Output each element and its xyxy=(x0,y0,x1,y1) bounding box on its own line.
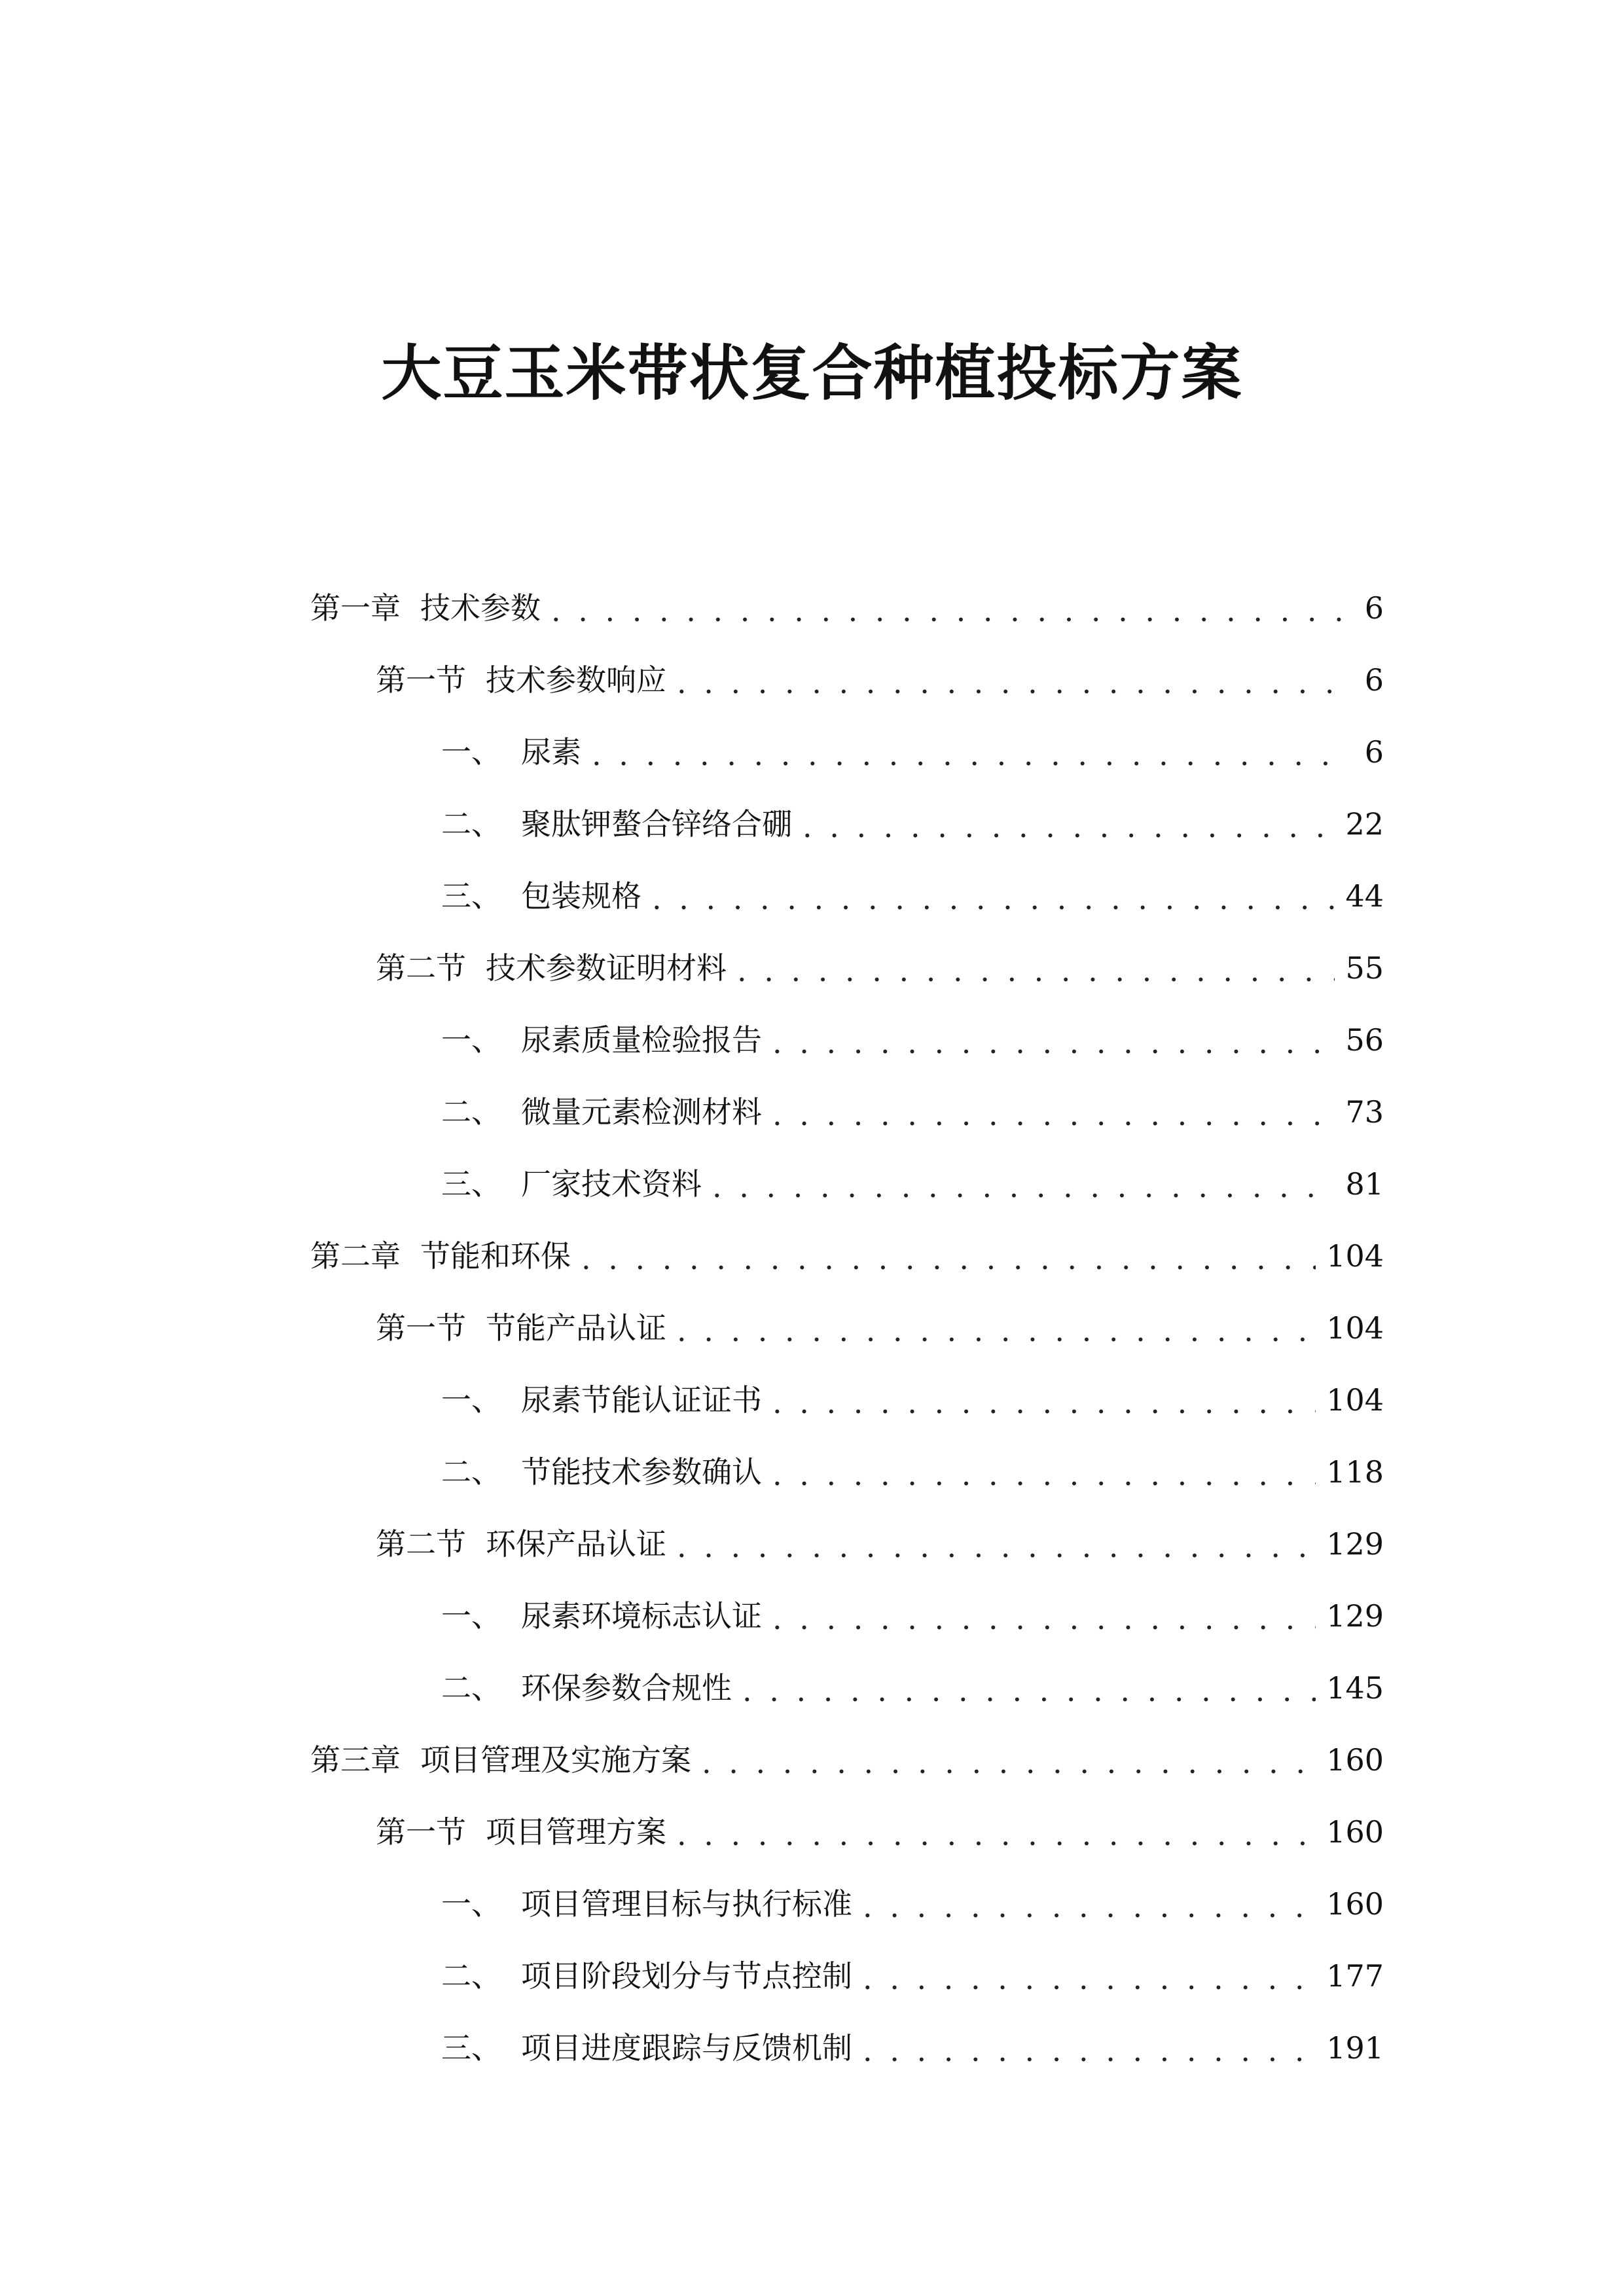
toc-entry[interactable] xyxy=(310,1436,1384,1508)
toc-entry-number: 一、 xyxy=(441,734,501,770)
toc-entry-page: 129 xyxy=(1326,1526,1384,1562)
toc-entry-number: 第二节 xyxy=(376,1526,466,1562)
toc-entry-title: 项目阶段划分与节点控制 xyxy=(521,1958,852,1994)
toc-dot-leader xyxy=(551,575,1347,647)
toc-dot-leader xyxy=(803,791,1335,863)
toc-entry-page: 118 xyxy=(1326,1454,1384,1490)
toc-entry-page: 56 xyxy=(1345,1022,1384,1058)
toc-dot-leader xyxy=(702,1727,1316,1799)
toc-entry[interactable] xyxy=(310,932,1384,1004)
toc-dot-leader xyxy=(652,863,1335,935)
toc-entry-page: 104 xyxy=(1326,1382,1384,1418)
toc-dot-leader xyxy=(677,1511,1316,1583)
toc-dot-leader xyxy=(863,2015,1316,2087)
toc-entry-number: 第二章 xyxy=(310,1238,401,1274)
toc-entry-title: 项目管理方案 xyxy=(486,1814,666,1850)
toc-entry-page: 81 xyxy=(1345,1166,1384,1202)
toc-entry-page: 44 xyxy=(1345,878,1384,914)
toc-entry[interactable] xyxy=(310,788,1384,860)
toc-entry[interactable] xyxy=(310,1004,1384,1076)
table-of-contents xyxy=(310,572,1384,2084)
toc-dot-leader xyxy=(592,719,1347,791)
toc-entry-page: 160 xyxy=(1326,1742,1384,1778)
toc-dot-leader xyxy=(677,1295,1316,1367)
toc-entry-title: 尿素节能认证证书 xyxy=(521,1382,762,1418)
toc-dot-leader xyxy=(772,1583,1316,1655)
toc-entry-title: 技术参数证明材料 xyxy=(486,950,727,986)
toc-dot-leader xyxy=(863,1943,1316,2015)
toc-entry-page: 73 xyxy=(1345,1094,1384,1130)
toc-entry[interactable] xyxy=(310,1364,1384,1436)
toc-entry[interactable] xyxy=(310,572,1384,644)
document-title: 大豆玉米带状复合种植投标方案 xyxy=(381,338,1243,408)
toc-entry-title: 尿素 xyxy=(521,734,581,770)
toc-entry-page: 160 xyxy=(1326,1814,1384,1850)
toc-entry-title: 技术参数 xyxy=(420,590,541,626)
toc-entry-number: 一、 xyxy=(441,1382,501,1418)
toc-entry[interactable] xyxy=(310,644,1384,716)
toc-entry-title: 节能和环保 xyxy=(420,1238,571,1274)
toc-entry-number: 一、 xyxy=(441,1022,501,1058)
toc-entry-number: 二、 xyxy=(441,1958,501,1994)
toc-entry-page: 129 xyxy=(1326,1598,1384,1634)
toc-entry-number: 三、 xyxy=(441,1166,501,1202)
toc-entry-page: 160 xyxy=(1326,1886,1384,1922)
toc-entry[interactable] xyxy=(310,1580,1384,1652)
toc-entry-page: 191 xyxy=(1326,2030,1384,2066)
toc-entry-title: 技术参数响应 xyxy=(486,662,666,698)
toc-entry-title: 项目管理目标与执行标准 xyxy=(521,1886,852,1922)
toc-entry-page: 6 xyxy=(1364,662,1384,698)
toc-entry-page: 177 xyxy=(1326,1958,1384,1994)
toc-entry-number: 三、 xyxy=(441,878,501,914)
toc-entry-number: 第二节 xyxy=(376,950,466,986)
toc-entry[interactable] xyxy=(310,1292,1384,1364)
toc-entry-title: 项目进度跟踪与反馈机制 xyxy=(521,2030,852,2066)
toc-entry[interactable] xyxy=(310,1076,1384,1148)
toc-entry-title: 尿素质量检验报告 xyxy=(521,1022,762,1058)
toc-dot-leader xyxy=(772,1079,1335,1151)
toc-entry[interactable] xyxy=(310,1796,1384,1868)
toc-entry-title: 厂家技术资料 xyxy=(521,1166,702,1202)
toc-entry[interactable] xyxy=(310,1148,1384,1220)
toc-dot-leader xyxy=(737,935,1335,1007)
toc-entry-number: 第一节 xyxy=(376,662,466,698)
toc-entry-page: 104 xyxy=(1326,1310,1384,1346)
toc-entry-number: 第一章 xyxy=(310,590,401,626)
toc-entry[interactable] xyxy=(310,1724,1384,1796)
toc-dot-leader xyxy=(712,1151,1335,1223)
toc-entry-page: 145 xyxy=(1326,1670,1384,1706)
toc-entry[interactable] xyxy=(310,1508,1384,1580)
toc-entry-number: 一、 xyxy=(441,1886,501,1922)
toc-entry-page: 22 xyxy=(1345,806,1384,842)
toc-entry[interactable] xyxy=(310,1940,1384,2012)
toc-entry[interactable] xyxy=(310,2012,1384,2084)
toc-entry-title: 节能技术参数确认 xyxy=(521,1454,762,1490)
toc-entry-page: 104 xyxy=(1326,1238,1384,1274)
toc-entry[interactable] xyxy=(310,1868,1384,1940)
toc-entry-title: 环保参数合规性 xyxy=(521,1670,732,1706)
toc-entry-page: 6 xyxy=(1364,734,1384,770)
toc-entry-number: 二、 xyxy=(441,806,501,842)
toc-entry[interactable] xyxy=(310,860,1384,932)
toc-entry-title: 尿素环境标志认证 xyxy=(521,1598,762,1634)
toc-entry[interactable] xyxy=(310,1220,1384,1292)
toc-entry-title: 微量元素检测材料 xyxy=(521,1094,762,1130)
toc-dot-leader xyxy=(677,647,1347,719)
toc-entry-number: 第一节 xyxy=(376,1310,466,1346)
toc-entry-page: 55 xyxy=(1345,950,1384,986)
toc-entry-number: 第三章 xyxy=(310,1742,401,1778)
toc-entry-number: 第一节 xyxy=(376,1814,466,1850)
toc-dot-leader xyxy=(772,1439,1316,1511)
toc-entry-number: 一、 xyxy=(441,1598,501,1634)
toc-dot-leader xyxy=(742,1655,1316,1727)
toc-dot-leader xyxy=(581,1223,1316,1295)
toc-entry-title: 环保产品认证 xyxy=(486,1526,666,1562)
toc-entry-number: 三、 xyxy=(441,2030,501,2066)
toc-dot-leader xyxy=(863,1871,1316,1943)
toc-entry[interactable] xyxy=(310,716,1384,788)
toc-dot-leader xyxy=(677,1799,1316,1871)
toc-entry-title: 节能产品认证 xyxy=(486,1310,666,1346)
toc-dot-leader xyxy=(772,1007,1335,1079)
toc-entry[interactable] xyxy=(310,1652,1384,1724)
toc-entry-number: 二、 xyxy=(441,1454,501,1490)
toc-entry-page: 6 xyxy=(1364,590,1384,626)
toc-entry-number: 二、 xyxy=(441,1670,501,1706)
toc-entry-title: 项目管理及实施方案 xyxy=(420,1742,691,1778)
toc-entry-title: 聚肽钾螯合锌络合硼 xyxy=(521,806,792,842)
toc-entry-title: 包装规格 xyxy=(521,878,641,914)
toc-dot-leader xyxy=(772,1367,1316,1439)
toc-entry-number: 二、 xyxy=(441,1094,501,1130)
